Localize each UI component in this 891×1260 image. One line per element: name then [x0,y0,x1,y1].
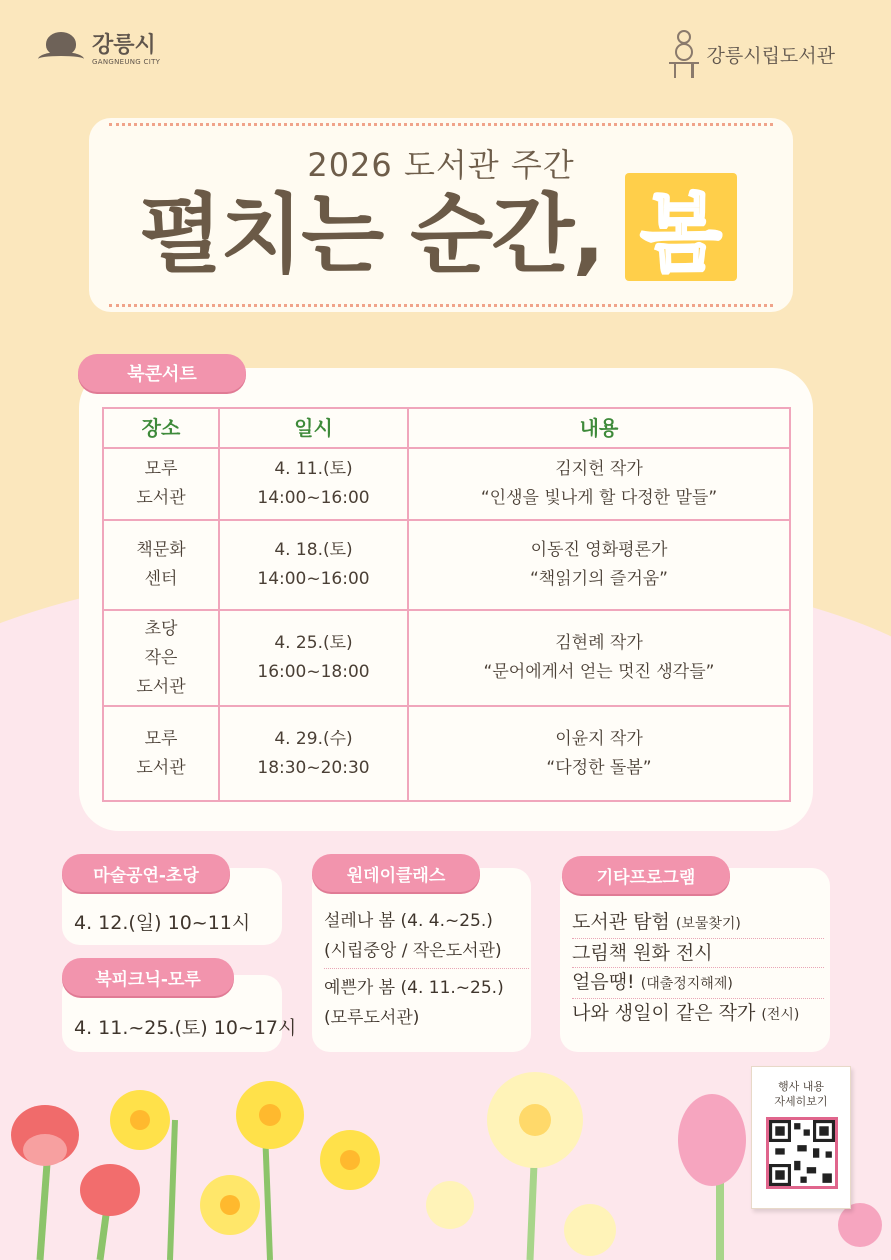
oneday-item-1-place: (시립중앙 / 작은도서관) [324,941,502,961]
oneday-item-2: 예쁜가 봄 (4. 11.~25.) [324,978,504,998]
table-row [103,520,790,610]
cell-date: 4. 11.(토) 14:00~16:00 [219,448,408,520]
city-emblem-icon [38,30,84,70]
city-logo [38,30,160,70]
cell-place: 책문화 센터 [103,520,219,610]
picnic-label: 북피크닉-모루 [62,958,234,996]
cell-date: 4. 29.(수) 18:30~20:30 [219,706,408,801]
cell-content: 김지헌 작가 “인생을 빛나게 할 다정한 말들” [408,448,790,520]
cell-date: 4. 18.(토) 14:00~16:00 [219,520,408,610]
event-subtitle: 2026 도서관 주간 [307,146,575,184]
other-label: 기타프로그램 [562,856,730,894]
header-content: 내용 [408,408,790,448]
cell-place: 모루 도서관 [103,448,219,520]
title-card [89,118,793,312]
qr-title-line2: 자세히보기 [774,1095,828,1108]
oneday-label: 원데이클래스 [312,854,480,892]
cell-content: 이동진 영화평론가 “책읽기의 즐거움” [408,520,790,610]
dotted-border-bottom [109,304,773,307]
cell-place: 초당 작은 도서관 [103,610,219,706]
library-name: 강릉시립도서관 [706,44,835,67]
magic-text: 4. 12.(일) 10~11시 [74,912,251,934]
list-item: 도서관 탐험 (보물찾기) [572,908,824,939]
cell-place: 모루 도서관 [103,706,219,801]
header-place: 장소 [103,408,219,448]
library-logo [669,28,835,80]
concert-table [102,407,791,802]
divider [324,968,529,969]
spring-highlight [625,173,737,281]
table-row [103,706,790,801]
list-item: 나와 생일이 같은 작가 (전시) [572,1002,800,1024]
concert-label: 북콘서트 [78,354,246,392]
library-mascot-icon [669,28,699,80]
cell-content: 이윤지 작가 “다정한 돌봄” [408,706,790,801]
qr-code-icon[interactable] [766,1117,838,1189]
magic-label: 마술공연-초당 [62,854,230,892]
dotted-border-top [109,123,773,126]
oneday-item-2-place: (모루도서관) [324,1008,420,1028]
list-item: 그림책 원화 전시 [572,939,824,968]
oneday-item-1: 설레나 봄 (4. 4.~25.) [324,911,493,931]
cell-content: 김현례 작가 “문어에게서 얻는 멋진 생각들” [408,610,790,706]
qr-title-line1: 행사 내용 [777,1080,824,1093]
table-row [103,448,790,520]
list-item: 얼음땡! (대출정지해제) [572,968,824,999]
city-name-en: GANGNEUNG CITY [92,58,161,66]
oneday-card [312,868,531,1052]
daffodil-icon [110,1081,380,1260]
cell-date: 4. 25.(토) 16:00~18:00 [219,610,408,706]
header-date: 일시 [219,408,408,448]
spring-text: 봄 [640,184,722,283]
picnic-text: 4. 11.~25.(토) 10~17시 [74,1017,297,1039]
qr-card[interactable] [751,1066,851,1209]
table-row [103,610,790,706]
other-card [560,868,830,1052]
daisy-icon [426,1072,616,1260]
event-title: 펼치는 순간, [139,185,603,285]
city-name: 강릉시 [92,33,156,58]
